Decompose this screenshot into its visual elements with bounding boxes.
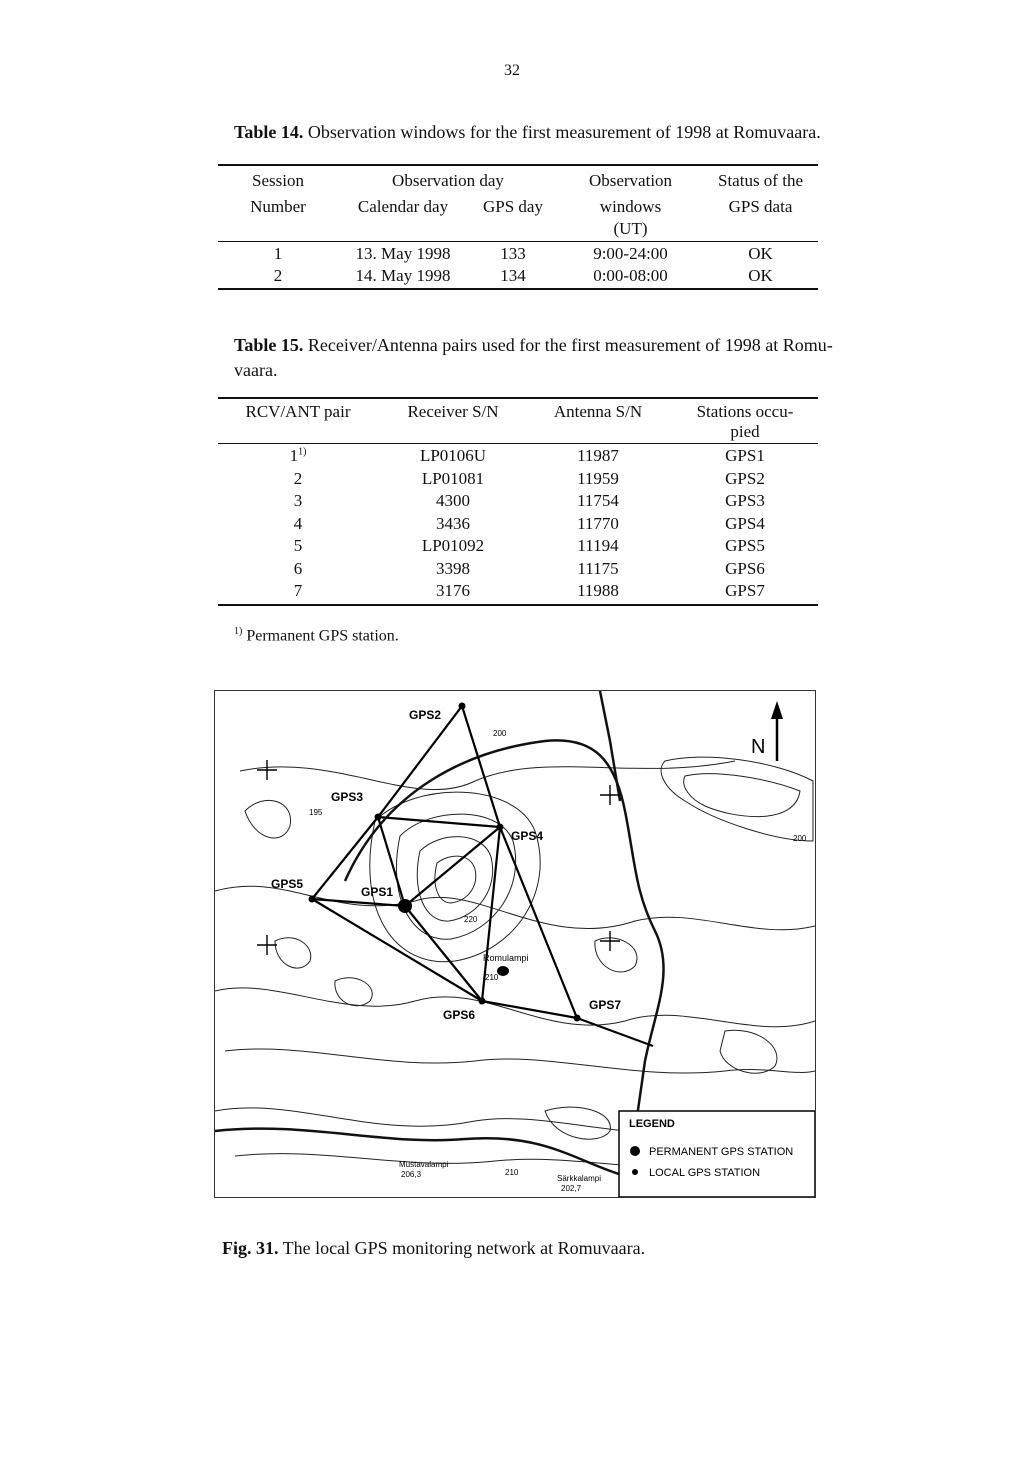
label-gps4: GPS4 [511,829,544,843]
t15-value-antenna: 11194 [577,536,619,555]
map-legend [619,1111,815,1197]
t15-h-stations-1: Stations occu- [696,402,794,421]
table14-caption-text: Observation windows for the first measurement of 1998 at Romuvaara. [303,122,821,142]
t15-value-pair: 2 [293,468,303,488]
t15-cell-pair [218,446,378,466]
t14-r1-window: 9:00-24:00 [593,244,668,263]
t14-h-status-1: Status of the [718,171,803,190]
t15-h-pair: RCV/ANT pair [245,402,351,421]
map-canvas [215,691,815,1197]
t15-cell-station [670,491,820,511]
permanent-station-marker [398,899,412,913]
t15-value-station: GPS1 [725,446,765,465]
t15-h-antenna: Antenna S/N [553,402,643,421]
contour-210-b: 210 [505,1168,519,1177]
table15-footnote [234,626,399,645]
t14-h-obs-day: Observation day [392,171,504,190]
figure-label: Fig. 31. [222,1238,279,1258]
t15-value-antenna: 11175 [577,558,619,578]
t15-cell-station [670,514,820,534]
t14-h-window-3: (UT) [613,219,648,238]
t14-r2-window: 0:00-08:00 [593,266,668,285]
label-gps5: GPS5 [271,877,304,891]
t15-value-receiver: LP0106U [419,446,487,465]
station-marker [479,998,486,1005]
t15-cell-receiver [378,536,528,556]
t15-value-antenna: 11988 [577,581,619,600]
t15-value-receiver: 4300 [436,491,470,510]
table15-top-rule [218,397,818,399]
table15-caption [234,333,874,383]
place-romulampi: Romulampi [483,953,529,963]
station-marker [375,814,382,821]
legend-permanent-marker [630,1146,640,1156]
t14-r2-gpsday: 134 [500,266,526,285]
contour-200-a: 200 [493,729,507,738]
station-labels [271,708,621,1022]
station-marker [497,824,504,831]
legend-local-label: LOCAL GPS STATION [649,1167,761,1179]
footnote-mark: 1) [234,626,243,637]
t14-h-status-2: GPS data [728,197,793,216]
table14-bottom-rule [218,288,818,290]
contour-210: 210 [485,973,499,982]
t15-value-pair: 1 [289,446,299,465]
t15-cell-antenna [528,514,668,534]
t15-value-antenna: 11754 [577,491,619,510]
t15-cell-antenna [528,446,668,466]
place-mustavalampi-elev: 206,3 [401,1170,422,1179]
contour-195: 195 [309,808,323,817]
t15-h-receiver: Receiver S/N [407,402,499,421]
label-gps6: GPS6 [443,1008,476,1022]
north-label: N [751,736,766,758]
t15-value-receiver: 3176 [436,581,470,600]
legend-permanent-label: PERMANENT GPS STATION [649,1146,794,1158]
table15-bottom-rule [218,604,818,606]
station-marker [459,703,466,710]
figure-caption [222,1238,645,1259]
t15-cell-antenna [528,469,668,489]
t15-footnote-ref: 1) [298,446,307,458]
roads [215,691,815,1179]
t14-h-gps-day: GPS day [483,197,543,216]
table15-caption-line1: Receiver/Antenna pairs used for the first measurement of 1998 at Romu- [303,335,833,355]
t15-cell-station [670,446,820,466]
t15-cell-receiver [378,469,528,489]
t15-cell-antenna [528,581,668,601]
table14-label: Table 14. [234,122,304,142]
t14-r2-calendar: 14. May 1998 [355,266,451,285]
t15-cell-pair [218,581,378,601]
t15-value-station: GPS7 [725,581,765,600]
t15-value-receiver: 3436 [436,513,470,533]
topographic-contours [215,757,815,1170]
place-mustavalampi: Mustavalampi [399,1160,449,1169]
station-markers [309,703,581,1022]
t15-h-stations-2: pied [730,422,760,441]
t14-r1-calendar: 13. May 1998 [355,244,451,263]
t15-cell-station [670,559,820,579]
table14-top-rule [218,164,818,166]
t15-value-pair: 3 [293,491,303,510]
t15-cell-station [670,581,820,601]
t15-cell-antenna [528,536,668,556]
t15-value-station: GPS5 [725,536,765,555]
t15-value-antenna: 11959 [577,468,619,488]
t15-value-receiver: LP01092 [421,536,485,555]
t15-cell-antenna [528,559,668,579]
t14-h-session-1: Session [252,171,304,190]
t15-value-station: GPS2 [725,468,765,488]
table15-label: Table 15. [234,335,304,355]
t15-value-receiver: LP01081 [421,468,485,488]
figure-caption-text: The local GPS monitoring network at Romuvaara. [278,1238,646,1258]
t15-cell-station [670,536,820,556]
t14-r1-gpsday: 133 [500,244,526,263]
page-number: 32 [504,62,520,79]
t15-value-antenna: 11987 [577,446,619,465]
t15-value-station: GPS3 [725,491,765,510]
t15-value-pair: 4 [293,513,303,533]
t15-cell-receiver [378,491,528,511]
contour-200-b: 200 [793,834,807,843]
legend-local-marker [632,1169,638,1175]
place-sarkkalampi: Särkkalampi [557,1174,602,1183]
t14-h-window-2: windows [599,197,662,216]
t14-r1-session: 1 [273,244,283,263]
t15-cell-pair [218,559,378,579]
t15-cell-receiver [378,514,528,534]
t15-cell-antenna [528,491,668,511]
t14-r2-session: 2 [273,266,283,285]
t15-cell-station [670,469,820,489]
label-gps1: GPS1 [361,885,394,899]
label-gps7: GPS7 [589,998,622,1012]
label-gps2: GPS2 [409,708,442,722]
t15-cell-pair [218,514,378,534]
t15-value-pair: 5 [293,536,303,555]
t15-cell-receiver [378,559,528,579]
t15-cell-receiver [378,581,528,601]
t15-cell-pair [218,469,378,489]
station-marker [309,896,316,903]
t15-value-pair: 6 [293,558,303,578]
t15-value-antenna: 11770 [577,513,619,533]
t15-cell-receiver [378,446,528,466]
label-gps3: GPS3 [331,790,364,804]
legend-title: LEGEND [629,1118,675,1130]
t15-value-pair: 7 [293,581,303,600]
t14-r1-status: OK [748,244,773,263]
station-marker [574,1015,581,1022]
table14-mid-rule [218,241,818,242]
lake-romulampi [497,966,509,976]
north-arrow [751,701,783,761]
t15-cell-pair [218,491,378,511]
footnote-text: Permanent GPS station. [242,627,399,645]
contour-220: 220 [464,915,478,924]
t14-h-window-1: Observation [588,171,673,190]
gps-network-map [214,690,816,1198]
place-sarkkalampi-elev: 202,7 [561,1184,582,1193]
table15-caption-line2: vaara. [234,360,278,380]
t15-value-receiver: 3398 [436,558,470,578]
table14-caption [234,120,874,145]
table15-mid-rule [218,443,818,444]
t14-h-calendar: Calendar day [357,197,449,216]
t15-value-station: GPS6 [725,558,765,578]
t15-cell-pair [218,536,378,556]
t15-value-station: GPS4 [725,513,765,533]
t14-r2-status: OK [748,266,773,285]
t14-h-session-2: Number [250,197,306,216]
